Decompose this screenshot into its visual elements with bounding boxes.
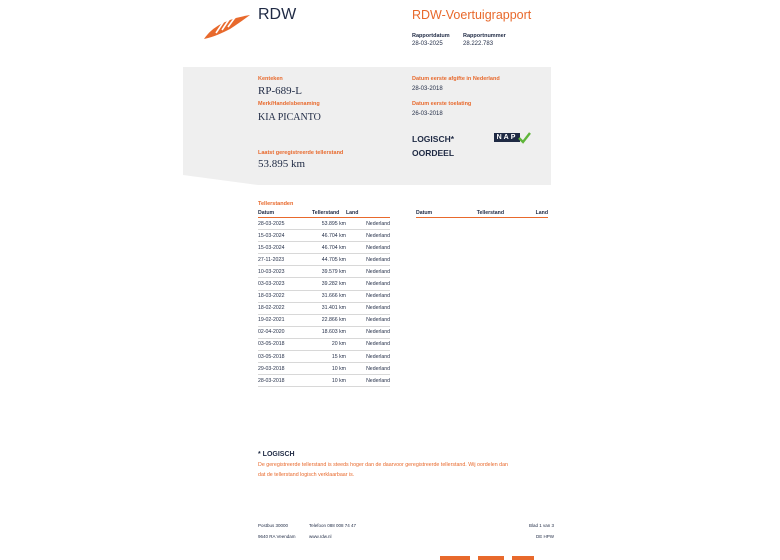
first-issue-label: Datum eerste afgifte in Nederland xyxy=(412,76,500,82)
reading-date: 29-03-2018 xyxy=(258,363,312,375)
col-reading-header: Tellerstand xyxy=(470,210,504,218)
footer-page: Blad 1 van 3 xyxy=(529,523,555,528)
note-title: * LOGISCH xyxy=(258,451,295,458)
reading-km: 39.579 km xyxy=(312,266,346,278)
col-date-header: Datum xyxy=(258,210,312,218)
reading-country: Nederland xyxy=(346,254,390,266)
readings-table-left xyxy=(258,210,390,387)
table-row xyxy=(258,351,390,363)
report-date: 28-03-2025 xyxy=(412,41,443,47)
first-issue-value: 28-03-2018 xyxy=(412,86,443,92)
reading-km: 22.866 km xyxy=(312,314,346,326)
reading-date: 03-05-2018 xyxy=(258,338,312,350)
reading-country: Nederland xyxy=(346,314,390,326)
reading-country: Nederland xyxy=(346,326,390,338)
reading-date: 15-03-2024 xyxy=(258,230,312,242)
readings-table-right xyxy=(416,210,548,218)
table-row xyxy=(258,242,390,254)
table-header-row xyxy=(258,210,390,218)
reading-date: 15-03-2024 xyxy=(258,242,312,254)
reading-date: 02-04-2020 xyxy=(258,326,312,338)
reading-km: 18.603 km xyxy=(312,326,346,338)
reading-country: Nederland xyxy=(346,302,390,314)
reading-km: 15 km xyxy=(312,351,346,363)
check-icon xyxy=(518,131,531,144)
footer-address1: Postbus 30000 xyxy=(258,523,289,528)
reading-km: 10 km xyxy=(312,375,346,387)
table-row xyxy=(258,278,390,290)
table-row xyxy=(258,363,390,375)
table-row xyxy=(258,326,390,338)
table-row xyxy=(258,254,390,266)
reading-km: 20 km xyxy=(312,338,346,350)
report-date-label: Rapportdatum xyxy=(412,33,450,39)
table-row xyxy=(258,314,390,326)
reading-date: 27-11-2023 xyxy=(258,254,312,266)
report-title: RDW-Voertuigrapport xyxy=(412,8,532,22)
reading-date: 19-02-2021 xyxy=(258,314,312,326)
reading-date: 28-03-2025 xyxy=(258,218,312,230)
report-number-label: Rapportnummer xyxy=(463,33,506,39)
plate-label: Kenteken xyxy=(258,76,283,82)
reading-km: 46.704 km xyxy=(312,230,346,242)
reading-km: 10 km xyxy=(312,363,346,375)
reading-date: 18-02-2022 xyxy=(258,302,312,314)
reading-km: 31.401 km xyxy=(312,302,346,314)
table-row xyxy=(258,266,390,278)
footer-phone: Telefoon 088 008 74 47 xyxy=(309,523,357,528)
col-date-header: Datum xyxy=(416,210,470,218)
first-admission-value: 26-03-2018 xyxy=(412,111,443,117)
rdw-logo-icon xyxy=(202,13,252,41)
next-page-bar xyxy=(440,556,470,560)
reading-km: 31.666 km xyxy=(312,290,346,302)
note-text-line2: dat de tellerstand logisch verklaarbaar is. xyxy=(258,472,355,478)
reading-date: 18-03-2022 xyxy=(258,290,312,302)
col-reading-header: Tellerstand xyxy=(312,210,346,218)
readings-title: Tellerstanden xyxy=(258,201,294,207)
reading-km: 46.704 km xyxy=(312,242,346,254)
table-row xyxy=(258,302,390,314)
next-page-bar xyxy=(478,556,504,560)
reading-country: Nederland xyxy=(346,242,390,254)
nap-badge xyxy=(494,131,530,145)
make-value: KIA PICANTO xyxy=(258,112,321,123)
make-label: Merk/Handelsbenaming xyxy=(258,101,320,107)
reading-country: Nederland xyxy=(346,375,390,387)
footer-code: DE HPW xyxy=(536,534,554,539)
verdict-line1: LOGISCH* xyxy=(412,134,455,144)
table-row xyxy=(258,230,390,242)
reading-date: 03-05-2018 xyxy=(258,351,312,363)
reading-country: Nederland xyxy=(346,363,390,375)
reading-country: Nederland xyxy=(346,230,390,242)
reading-country: Nederland xyxy=(346,290,390,302)
brand-name: RDW xyxy=(258,6,297,23)
reading-km: 44.705 km xyxy=(312,254,346,266)
table-row xyxy=(258,290,390,302)
first-admission-label: Datum eerste toelating xyxy=(412,101,472,107)
reading-country: Nederland xyxy=(346,338,390,350)
reading-country: Nederland xyxy=(346,351,390,363)
reading-country: Nederland xyxy=(346,266,390,278)
reading-country: Nederland xyxy=(346,278,390,290)
table-header-row xyxy=(416,210,548,218)
col-country-header: Land xyxy=(504,210,548,218)
reading-country: Nederland xyxy=(346,218,390,230)
report-number: 28.222.783 xyxy=(463,41,494,47)
odometer-label: Laatst geregistreerde tellerstand xyxy=(258,150,344,156)
plate-value: RP-689-L xyxy=(258,85,302,97)
reading-date: 28-03-2018 xyxy=(258,375,312,387)
col-country-header: Land xyxy=(346,210,390,218)
vehicle-summary-box xyxy=(183,67,551,185)
table-row xyxy=(258,338,390,350)
nap-text: NAP xyxy=(494,133,520,142)
verdict-line2: OORDEEL xyxy=(412,148,455,158)
reading-km: 39.282 km xyxy=(312,278,346,290)
table-row xyxy=(258,218,390,230)
reading-km: 53.895 km xyxy=(312,218,346,230)
note-text-line1: De geregistreerde tellerstand is steeds hoger dan de daarvoor geregistreerde tellerstand. Wij oordelen dan xyxy=(258,462,508,468)
reading-date: 10-03-2023 xyxy=(258,266,312,278)
box-notch xyxy=(183,175,258,185)
footer-address2: 9640 RA Veendam xyxy=(258,534,296,539)
reading-date: 03-03-2023 xyxy=(258,278,312,290)
footer-website: www.rdw.nl xyxy=(309,534,332,539)
table-row xyxy=(258,375,390,387)
next-page-bar xyxy=(512,556,534,560)
odometer-value: 53.895 km xyxy=(258,158,306,170)
